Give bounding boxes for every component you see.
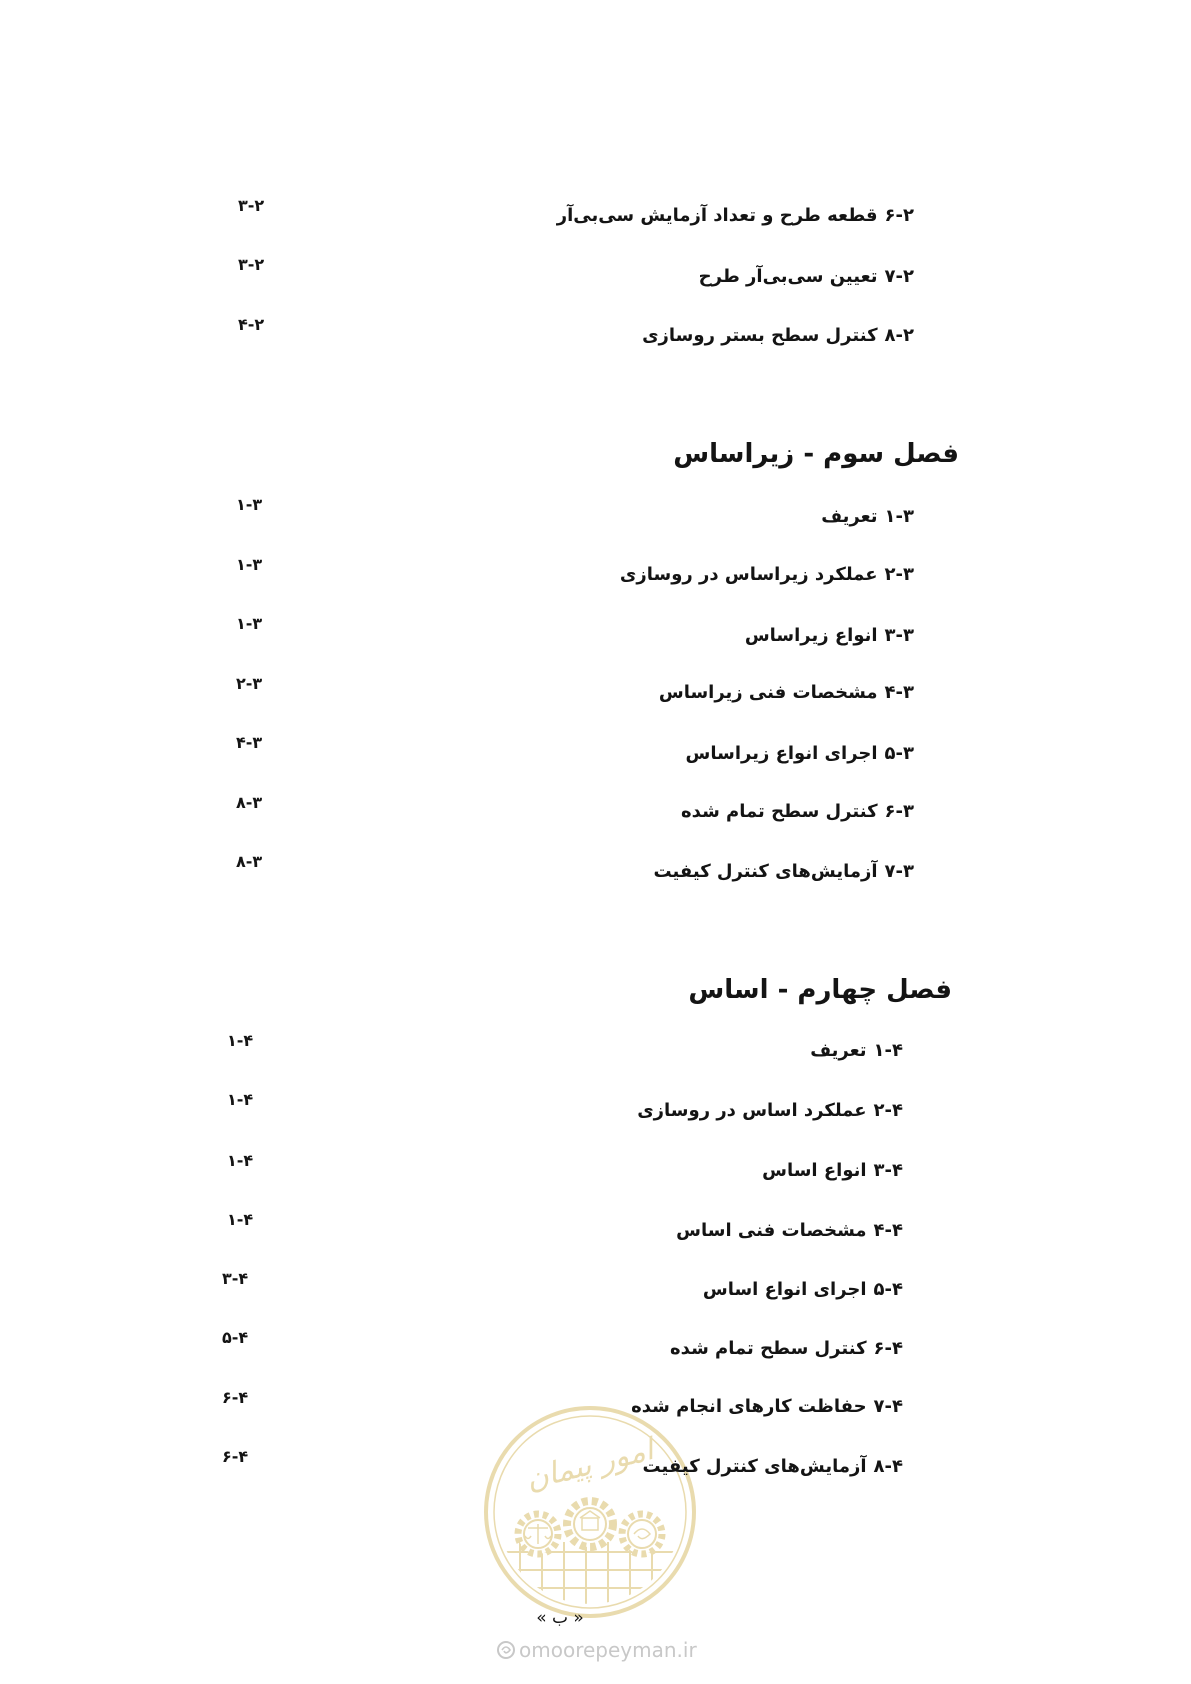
- toc-entry: [676, 1217, 903, 1245]
- page-number: ۲-۳: [236, 674, 263, 693]
- chapter-heading: فصل سوم - زیراساس: [673, 439, 959, 469]
- toc-entry: [653, 858, 914, 886]
- toc-entry: [631, 1393, 903, 1421]
- page-number: ۴-۳: [236, 733, 263, 752]
- section-number: ۴-۱: [873, 1040, 903, 1061]
- section-number: ۲-۸: [884, 325, 914, 346]
- watermark-url: [496, 1637, 697, 1663]
- section-title: عملکرد اساس در روسازی: [637, 1100, 867, 1121]
- page-number: ۱-۴: [227, 1151, 254, 1170]
- toc-entry: [659, 679, 914, 707]
- chapter-heading: فصل چهارم - اساس: [688, 975, 952, 1005]
- page-number: ۱-۳: [236, 555, 263, 574]
- section-number: ۳-۷: [884, 861, 914, 882]
- page-number: ۳-۲: [238, 255, 265, 274]
- toc-entry: [762, 1157, 903, 1185]
- section-number: ۳-۶: [884, 801, 914, 822]
- toc-entry: [557, 202, 914, 230]
- section-title: کنترل سطح تمام شده: [670, 1338, 867, 1359]
- toc-entry: [703, 1276, 903, 1304]
- section-title: حفاظت کارهای انجام شده: [631, 1396, 867, 1417]
- page-number: ۳-۲: [238, 196, 265, 215]
- section-title: تعیین سی‌بی‌آر طرح: [698, 266, 878, 287]
- section-number: ۴-۴: [873, 1220, 903, 1241]
- toc-entry: [745, 622, 914, 650]
- page-marker: « ب »: [536, 1608, 584, 1628]
- section-number: ۳-۴: [884, 682, 914, 703]
- watermark-logo-text: امور پیمان: [522, 1432, 657, 1498]
- section-title: کنترل سطح بستر روسازی: [642, 325, 878, 346]
- section-title: تعریف: [810, 1040, 867, 1061]
- toc-entry: [810, 1037, 903, 1065]
- section-title: اجرای انواع زیراساس: [685, 743, 878, 764]
- section-title: قطعه طرح و تعداد آزمایش سی‌بی‌آر: [556, 205, 878, 226]
- section-number: ۲-۷: [884, 266, 914, 287]
- toc-entry: [637, 1097, 903, 1125]
- page-number: ۴-۲: [238, 315, 265, 334]
- page-number: ۶-۴: [222, 1447, 249, 1466]
- page-number: ۱-۳: [236, 495, 263, 514]
- page-number: ۵-۴: [222, 1328, 249, 1347]
- section-title: عملکرد زیراساس در روسازی: [619, 564, 878, 585]
- toc-entry: [642, 1453, 903, 1481]
- toc-entry: [686, 740, 914, 768]
- site-logo-icon: [496, 1640, 516, 1660]
- section-title: اجرای انواع اساس: [702, 1279, 867, 1300]
- section-number: ۳-۳: [884, 625, 914, 646]
- toc-entry: [681, 798, 914, 826]
- section-number: ۴-۳: [873, 1160, 903, 1181]
- page-number: ۱-۳: [236, 614, 263, 633]
- section-number: ۴-۷: [873, 1396, 903, 1417]
- section-title: کنترل سطح تمام شده: [681, 801, 878, 822]
- section-title: آزمایش‌های کنترل کیفیت: [642, 1456, 867, 1477]
- section-title: مشخصات فنی زیراساس: [658, 682, 878, 703]
- section-number: ۴-۵: [873, 1279, 903, 1300]
- section-number: ۴-۶: [873, 1338, 903, 1359]
- section-number: ۳-۲: [884, 564, 914, 585]
- section-number: ۳-۵: [884, 743, 914, 764]
- page-number: ۸-۳: [236, 793, 263, 812]
- section-number: ۲-۶: [884, 205, 914, 226]
- section-number: ۴-۸: [873, 1456, 903, 1477]
- page-number: ۳-۴: [222, 1269, 249, 1288]
- toc-entry: [620, 561, 914, 589]
- section-title: انواع زیراساس: [744, 625, 878, 646]
- page-number: ۱-۴: [227, 1031, 254, 1050]
- watermark-url-text: omoorepeyman.ir: [519, 1638, 697, 1662]
- section-number: ۴-۲: [873, 1100, 903, 1121]
- section-title: مشخصات فنی اساس: [676, 1220, 867, 1241]
- section-title: انواع اساس: [762, 1160, 867, 1181]
- page-number: ۸-۳: [236, 852, 263, 871]
- toc-entry: [670, 1335, 903, 1363]
- page-number: ۶-۴: [222, 1388, 249, 1407]
- page-number: ۱-۴: [227, 1090, 254, 1109]
- section-number: ۳-۱: [884, 506, 914, 527]
- toc-entry: [821, 503, 914, 531]
- toc-entry: [699, 263, 914, 291]
- page-number: ۱-۴: [227, 1210, 254, 1229]
- watermark-seal-icon: [480, 1402, 700, 1622]
- toc-entry: [642, 322, 914, 350]
- section-title: آزمایش‌های کنترل کیفیت: [653, 861, 878, 882]
- section-title: تعریف: [821, 506, 878, 527]
